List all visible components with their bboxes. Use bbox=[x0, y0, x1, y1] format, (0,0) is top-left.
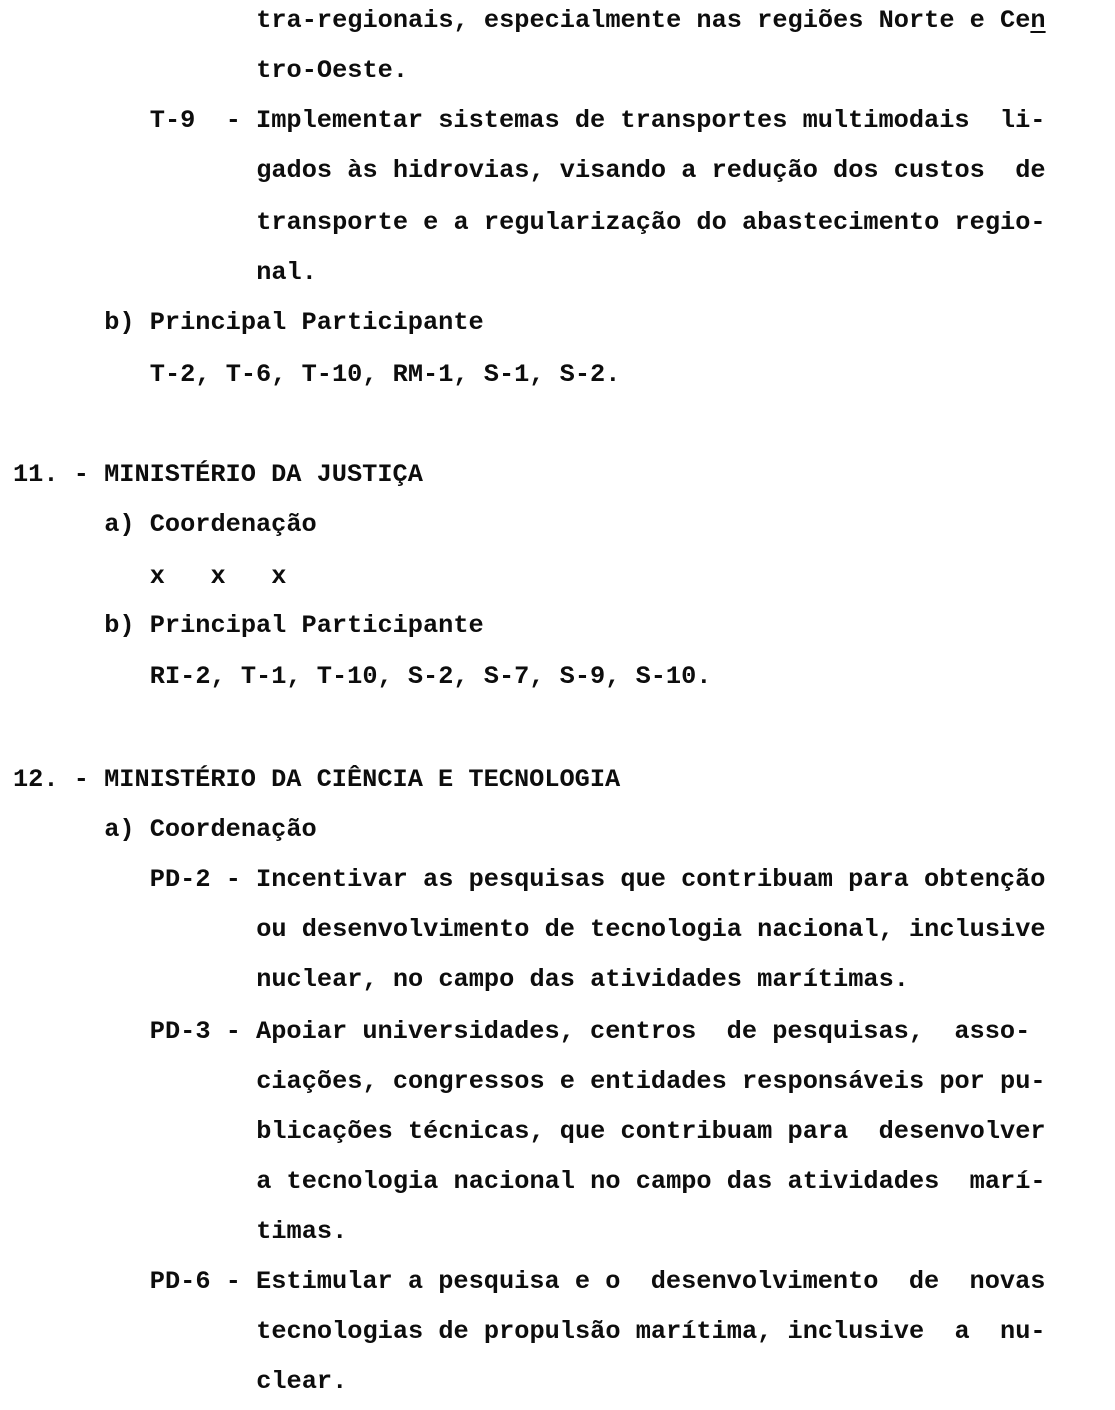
text-line: tecnologias de propulsão marítima, inclusive a nu- bbox=[256, 1317, 1046, 1346]
section-label: b) Principal Participante bbox=[104, 611, 484, 640]
text-line: ou desenvolvimento de tecnologia nacional, inclusive bbox=[256, 915, 1046, 944]
text-line: ciações, congressos e entidades responsáveis por pu- bbox=[256, 1067, 1046, 1096]
text-line: timas. bbox=[256, 1217, 348, 1246]
text-line: nuclear, no campo das atividades marítimas. bbox=[256, 965, 909, 994]
text-line: blicações técnicas, que contribuam para desenvolver bbox=[256, 1117, 1046, 1146]
text-line: nal. bbox=[256, 258, 317, 287]
text-line: tro-Oeste. bbox=[256, 56, 408, 85]
directive-item-line: T-9 - Implementar sistemas de transportes multimodais li- bbox=[149, 106, 1046, 135]
section-label: a) Coordenação bbox=[104, 510, 317, 539]
text-line: clear. bbox=[256, 1367, 348, 1396]
ministry-heading: 11. - MINISTÉRIO DA JUSTIÇA bbox=[13, 460, 423, 489]
ministry-heading: 12. - MINISTÉRIO DA CIÊNCIA E TECNOLOGIA bbox=[13, 765, 621, 794]
underlined-hyphenation-char: n bbox=[1030, 6, 1046, 35]
section-label: b) Principal Participante bbox=[104, 308, 484, 337]
text-line: gados às hidrovias, visando a redução dos custos de bbox=[256, 156, 1046, 185]
directive-item-line: PD-6 - Estimular a pesquisa e o desenvolvimento de novas bbox=[149, 1267, 1046, 1296]
text-line: T-2, T-6, T-10, RM-1, S-1, S-2. bbox=[149, 360, 621, 389]
directive-item-line: PD-2 - Incentivar as pesquisas que contribuam para obtenção bbox=[149, 865, 1046, 894]
text-line: tra-regionais, especialmente nas regiões Norte e Cen bbox=[256, 6, 1046, 35]
text-line: transporte e a regularização do abastecimento regio- bbox=[256, 208, 1046, 237]
text-line: RI-2, T-1, T-10, S-2, S-7, S-9, S-10. bbox=[149, 662, 712, 691]
directive-item-line: PD-3 - Apoiar universidades, centros de pesquisas, asso- bbox=[149, 1017, 1031, 1046]
text-line: a tecnologia nacional no campo das atividades marí- bbox=[256, 1167, 1046, 1196]
text-line: x x x bbox=[149, 562, 287, 591]
section-label: a) Coordenação bbox=[104, 815, 317, 844]
